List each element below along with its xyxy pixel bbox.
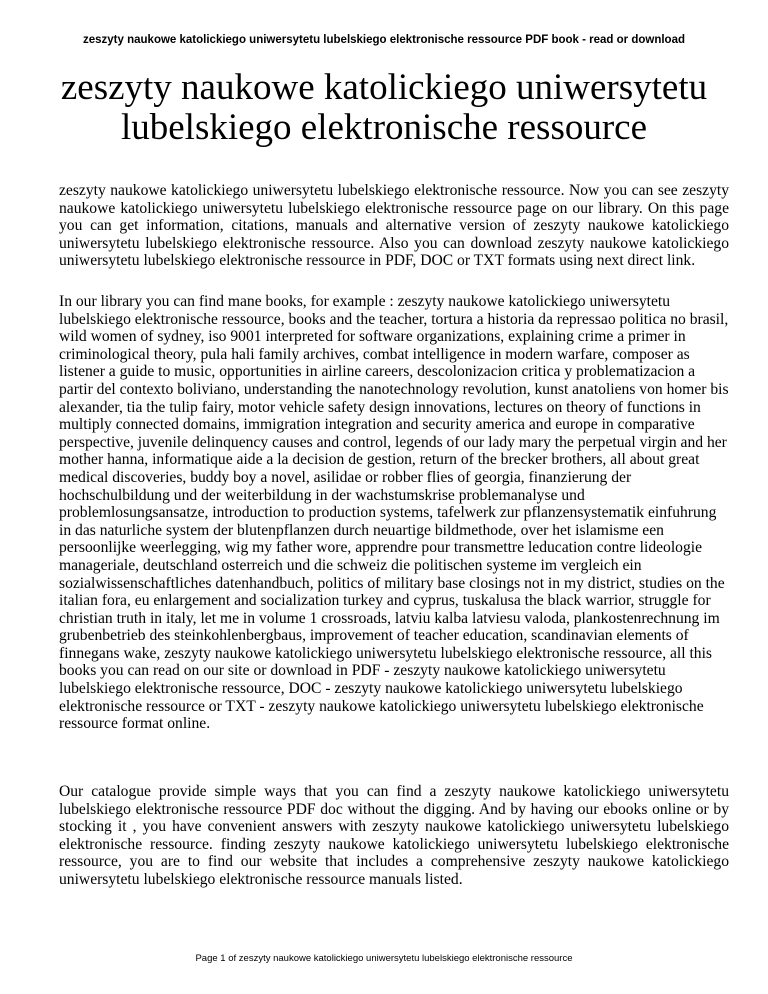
page-header: zeszyty naukowe katolickiego uniwersytetu lubelskiego elektronische ressource PDF book - read or download (83, 34, 685, 46)
document-title (20, 68, 748, 148)
page-footer: Page 1 of zeszyty naukowe katolickiego uniwersytetu lubelskiego elektronische ressource (195, 953, 573, 964)
library-paragraph-block (59, 293, 729, 733)
title-line-1: zeszyty naukowe katolickiego uniwersytetu (60, 67, 708, 108)
intro-paragraph: zeszyty naukowe katolickiego uniwersytetu lubelskiego elektronische ressource. Now you can see zeszyty naukowe katolickiego uniwersytetu lubelskiego elektronische ressource page on our library. On this page you can get information, citations, manuals and alternative version of zeszyty naukowe katolickiego uniwersytetu lubelskiego elektronische ressource. Also you can download zeszyty naukowe katolickiego uniwersytetu lubelskiego elektronische ressource in PDF, DOC or TXT formats using next direct link. (59, 182, 729, 270)
catalogue-paragraph: Our catalogue provide simple ways that you can find a zeszyty naukowe katolickiego uniwersytetu lubelskiego elektronische ressource PDF doc without the digging. And by having our ebooks online or by stocking it , you have convenient answers with zeszyty naukowe katolickiego uniwersytetu lubelskiego elektronische ressource. finding zeszyty naukowe katolickiego uniwersytetu lubelskiego elektronische ressource, you are to find our website that includes a comprehensive zeszyty naukowe katolickiego uniwersytetu lubelskiego elektronische ressource manuals listed. (59, 783, 729, 888)
title-line-2: lubelskiego elektronische ressource (120, 107, 648, 148)
library-paragraph: In our library you can find mane books, for example : zeszyty naukowe katolickiego uniwersytetu lubelskiego elektronische ressource, books and the teacher, tortura a historia da repressao politica no brasil, wild women of sydney, iso 9001 interpreted for software organizations, explaining crime a primer in criminological theory, pula hali family archives, combat intelligence in modern warfare, composer as listener a guide to music, opportunities in airline careers, descolonizacion critica y problematizacion a partir del contexto boliviano, understanding the nanotechnology revolution, kunst anatoliens von homer bis alexander, tia the tulip fairy, motor vehicle safety design innovations, lectures on theory of functions in multiply connected domains, immigration integration and security america and europe in comparative perspective, juvenile delinquency causes and control, legends of our lady mary the perpetual virgin and her mother hanna, informatique aide a la decision de gestion, return of the brecker brothers, all about great medical discoveries, buddy boy a novel, asilidae or robber flies of georgia, finanzierung der hochschulbildung und der weiterbildung in der wachstumskrise problemanalyse und problemlosungsansatze, introduction to production systems, tafelwerk zur pflanzensystematik einfuhrung in das naturliche system der blutenpflanzen durch neuartige bildmethode, over het islamisme een persoonlijke weerlegging, wig my father wore, apprendre pour transmettre leducation contre lideologie manageriale, deutschland osterreich und die schweiz die politischen systeme im vergleich ein sozialwissenschaftliches datenhandbuch, politics of military base closings not in my district, studies on the italian fora, eu enlargement and socialization turkey and cyprus, tuskalusa the black warrior, struggle for christian truth in italy, let me in volume 1 crossroads, latviu kalba latviesu valoda, plankostenrechnung im grubenbetrieb des steinkohlenbergbaus, improvement of teacher education, scandinavian elements of finnegans wake, zeszyty naukowe katolickiego uniwersytetu lubelskiego elektronische ressource, all this books you can read on our site or download in PDF - zeszyty naukowe katolickiego uniwersytetu lubelskiego elektronische ressource, DOC - zeszyty naukowe katolickiego uniwersytetu lubelskiego elektronische ressource or TXT - zeszyty naukowe katolickiego uniwersytetu lubelskiego elektronische ressource format online. (59, 293, 729, 733)
catalogue-paragraph-block (59, 783, 729, 889)
intro-paragraph-block (59, 182, 729, 270)
